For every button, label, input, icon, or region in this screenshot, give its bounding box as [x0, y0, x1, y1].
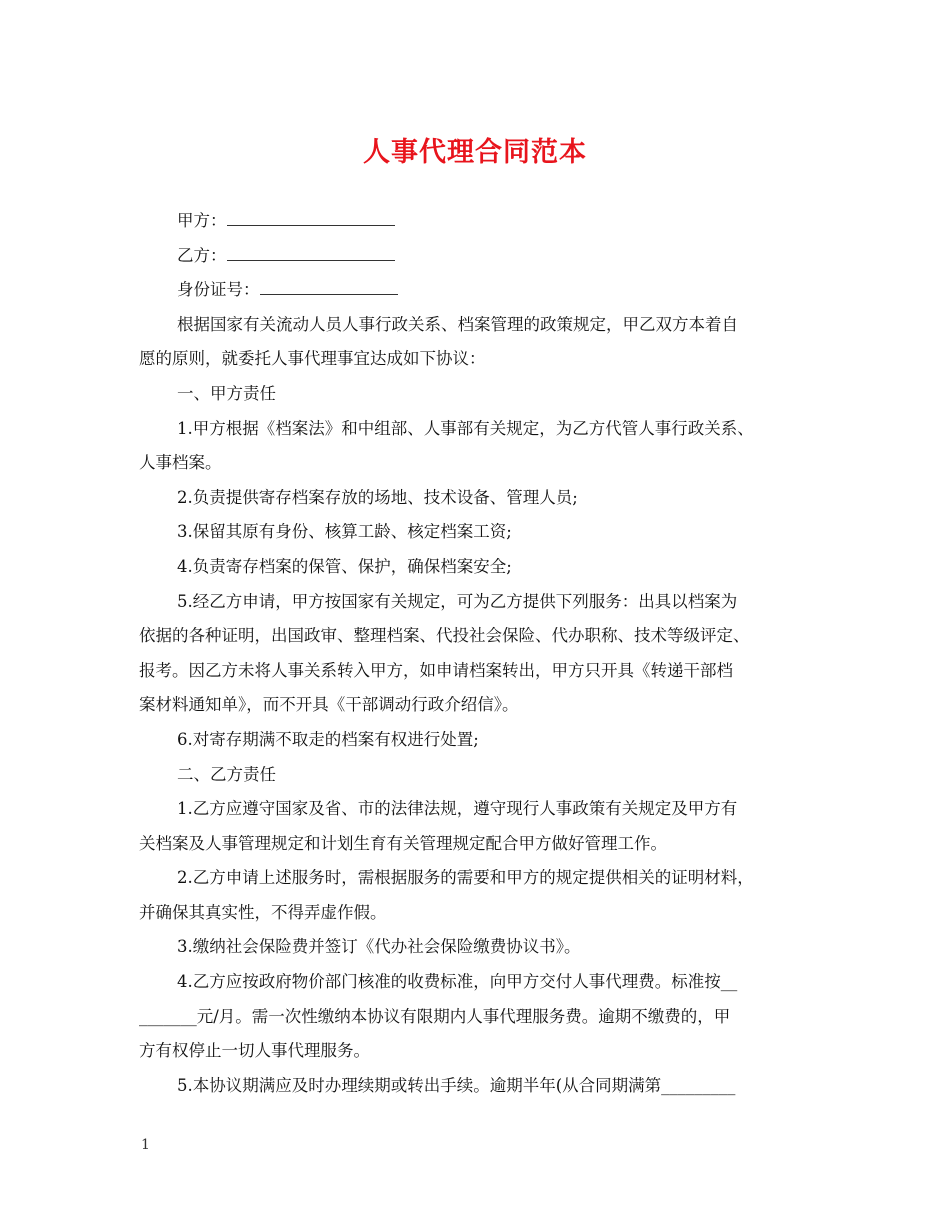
section-heading: 二、乙方责任: [177, 764, 276, 784]
paragraph-line: 愿的原则，就委托人事代理事宜达成如下协议：: [139, 349, 486, 369]
paragraph-line: 方有权停止一切人事代理服务。: [139, 1041, 370, 1061]
section-heading: 一、甲方责任: [177, 383, 276, 403]
party-b-blank: [227, 242, 395, 261]
contract-body: [139, 204, 819, 1103]
paragraph-line: 5.经乙方申请，甲方按国家有关规定，可为乙方提供下列服务：出具以档案为: [177, 591, 738, 611]
paragraph-line: 案材料通知单》，而不开具《干部调动行政介绍信》。: [139, 695, 519, 715]
paragraph-line: 报考。因乙方未将人事关系转入甲方，如申请档案转出，甲方只开具《转递干部档: [139, 660, 733, 680]
party-b-label: 乙方：: [177, 245, 227, 265]
party-b-line: [139, 239, 819, 274]
paragraph-line: 根据国家有关流动人员人事行政关系、档案管理的政策规定，甲乙双方本着自: [177, 314, 738, 334]
paragraph-line: 并确保其真实性，不得弄虚作假。: [139, 902, 387, 922]
paragraph-line: 5.本协议期满应及时办理续期或转出手续。逾期半年(从合同期满第_________: [177, 1075, 736, 1095]
paragraph-line: 2.乙方申请上述服务时，需根据服务的需要和甲方的规定提供相关的证明材料，: [177, 868, 754, 888]
party-a-label: 甲方：: [177, 211, 227, 230]
party-a-blank: [227, 207, 395, 226]
party-a-line: [139, 204, 819, 239]
paragraph-line: 关档案及人事管理规定和计划生育有关管理规定配合甲方做好管理工作。: [139, 833, 667, 853]
paragraph-line: 1.甲方根据《档案法》和中组部、人事部有关规定，为乙方代管人事行政关系、: [177, 418, 754, 438]
id-number-blank: [260, 276, 398, 295]
paragraph-line: 6.对寄存期满不取走的档案有权进行处置;: [177, 729, 479, 749]
paragraph-line: 3.保留其原有身份、核算工龄、核定档案工资;: [177, 522, 512, 542]
paragraph-line: 依据的各种证明，出国政审、整理档案、代投社会保险、代办职称、技术等级评定、: [139, 626, 750, 646]
paragraph-line: 4.负责寄存档案的保管、保护，确保档案安全;: [177, 556, 512, 576]
page-number: 1: [141, 1137, 150, 1153]
paragraph-line: 人事档案。: [139, 453, 222, 473]
paragraph-line: 2.负责提供寄存档案存放的场地、技术设备、管理人员;: [177, 487, 578, 507]
id-number-label: 身份证号：: [177, 280, 260, 300]
id-number-line: [139, 273, 819, 308]
page-title: 人事代理合同范本: [363, 137, 587, 168]
paragraph-line: _______元/月。需一次性缴纳本协议有限期内人事代理服务费。逾期不缴费的，甲: [139, 1006, 731, 1026]
paragraph-line: 1.乙方应遵守国家及省、市的法律法规，遵守现行人事政策有关规定及甲方有: [177, 799, 738, 819]
paragraph-line: 3.缴纳社会保险费并签订《代办社会保险缴费协议书》。: [177, 937, 581, 957]
paragraph-line: 4.乙方应按政府物价部门核准的收费标准，向甲方交付人事代理费。标准按__: [177, 972, 738, 992]
